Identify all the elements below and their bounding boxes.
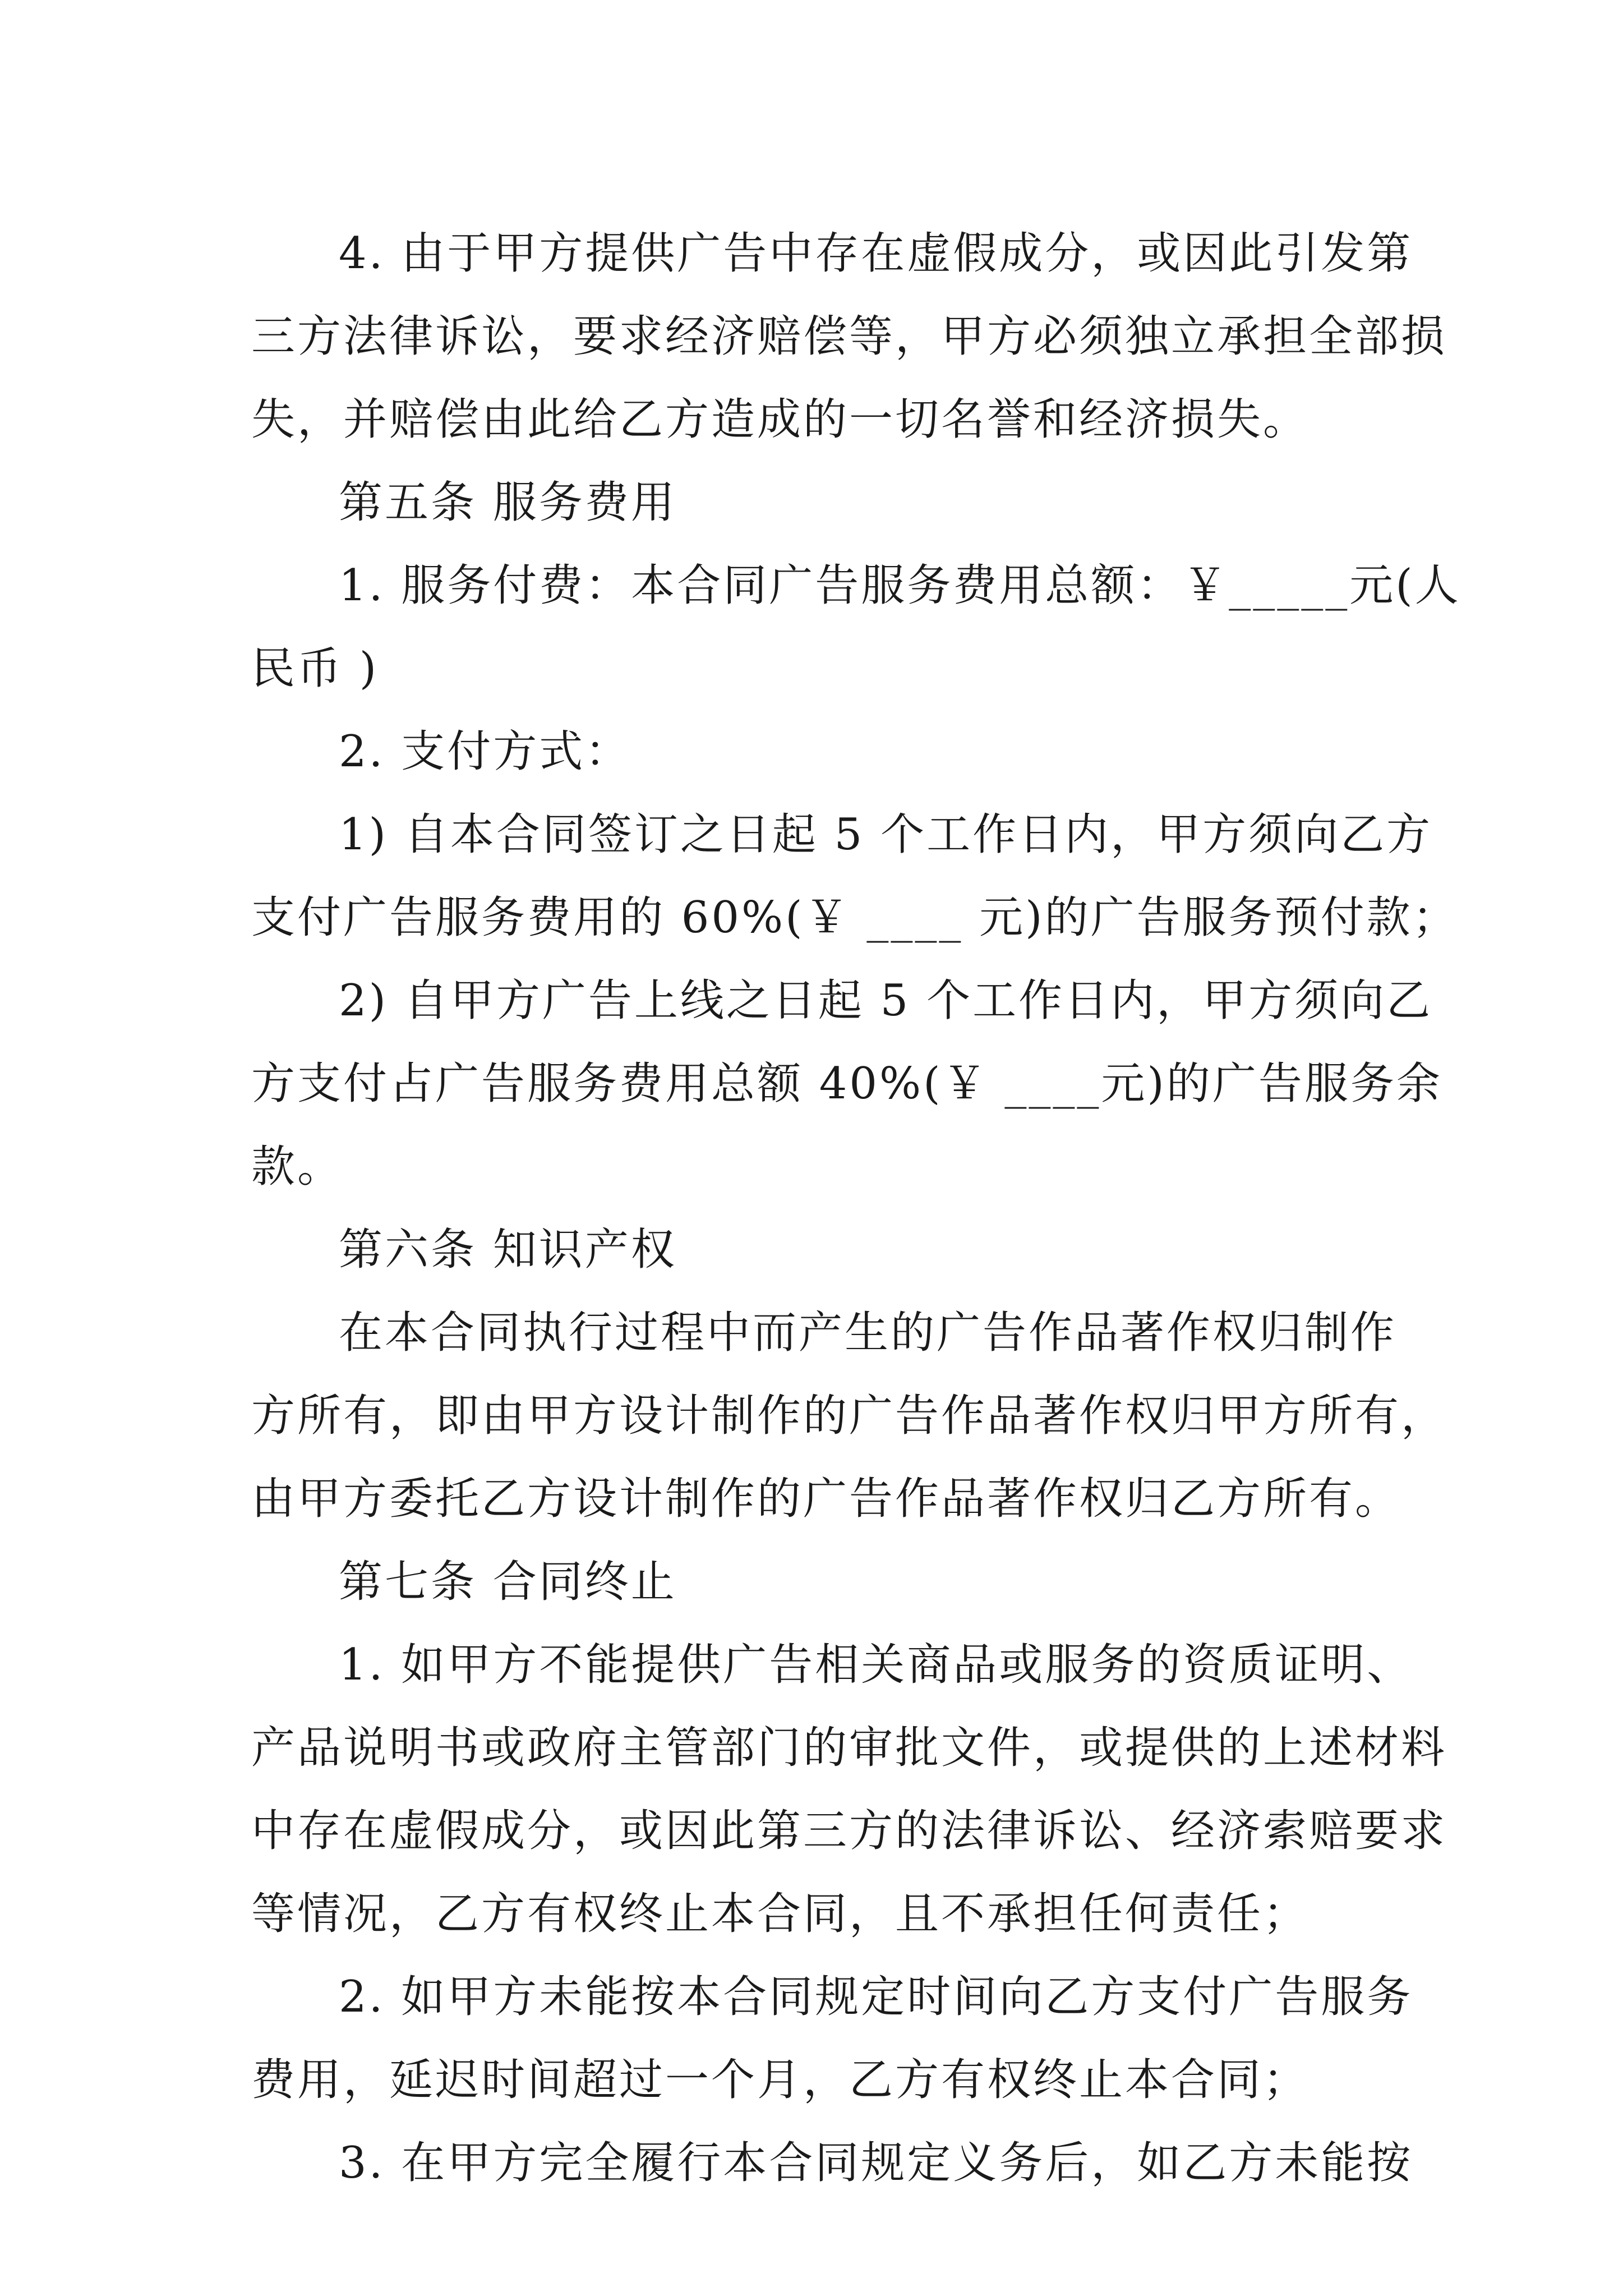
document-line: 3. 在甲方完全履行本合同规定义务后，如乙方未能按 [339, 2138, 1413, 2188]
document-body [251, 212, 1461, 2205]
document-line: 2. 如甲方未能按本合同规定时间向乙方支付广告服务 [339, 1972, 1413, 2022]
document-line: 支付广告服务费用的 60%(￥ ____ 元)的广告服务预付款； [251, 892, 1459, 943]
document-line: 2) 自甲方广告上线之日起 5 个工作日内，甲方须向乙 [339, 976, 1433, 1026]
document-line: 在本合同执行过程中而产生的广告作品著作权归制作 [339, 1308, 1397, 1358]
document-line: 由甲方委托乙方设计制作的广告作品著作权归乙方所有。 [251, 1474, 1401, 1524]
document-line: 中存在虚假成分，或因此第三方的法律诉讼、经济索赔要求 [251, 1806, 1447, 1856]
document-line: 费用，延迟时间超过一个月，乙方有权终止本合同； [251, 2055, 1310, 2105]
document-line: 款。 [251, 1142, 344, 1192]
document-line: 2. 支付方式： [339, 726, 631, 777]
document-line: 1) 自本合同签订之日起 5 个工作日内，甲方须向乙方 [339, 809, 1433, 860]
document-line: 1. 服务付费：本合同广告服务费用总额：￥_____元(人 [339, 560, 1461, 611]
document-line: 等情况，乙方有权终止本合同，且不承担任何责任； [251, 1889, 1310, 1939]
document-line: 失，并赔偿由此给乙方造成的一切名誉和经济损失。 [251, 394, 1310, 445]
document-line: 产品说明书或政府主管部门的审批文件，或提供的上述材料 [251, 1723, 1447, 1773]
document-line: 第六条 知识产权 [339, 1225, 677, 1275]
document-line: 方所有，即由甲方设计制作的广告作品著作权归甲方所有， [251, 1391, 1447, 1441]
document-line: 方支付占广告服务费用总额 40%(￥ ____元)的广告服务余 [251, 1059, 1442, 1109]
document-line: 三方法律诉讼，要求经济赔偿等，甲方必须独立承担全部损 [251, 311, 1447, 362]
document-line: 4. 由于甲方提供广告中存在虚假成分，或因此引发第 [339, 228, 1413, 279]
document-line: 民币 ) [251, 643, 379, 694]
document-line: 1. 如甲方不能提供广告相关商品或服务的资质证明、 [339, 1640, 1413, 1690]
document-line: 第七条 合同终止 [339, 1557, 677, 1607]
document-line: 第五条 服务费用 [339, 477, 677, 528]
